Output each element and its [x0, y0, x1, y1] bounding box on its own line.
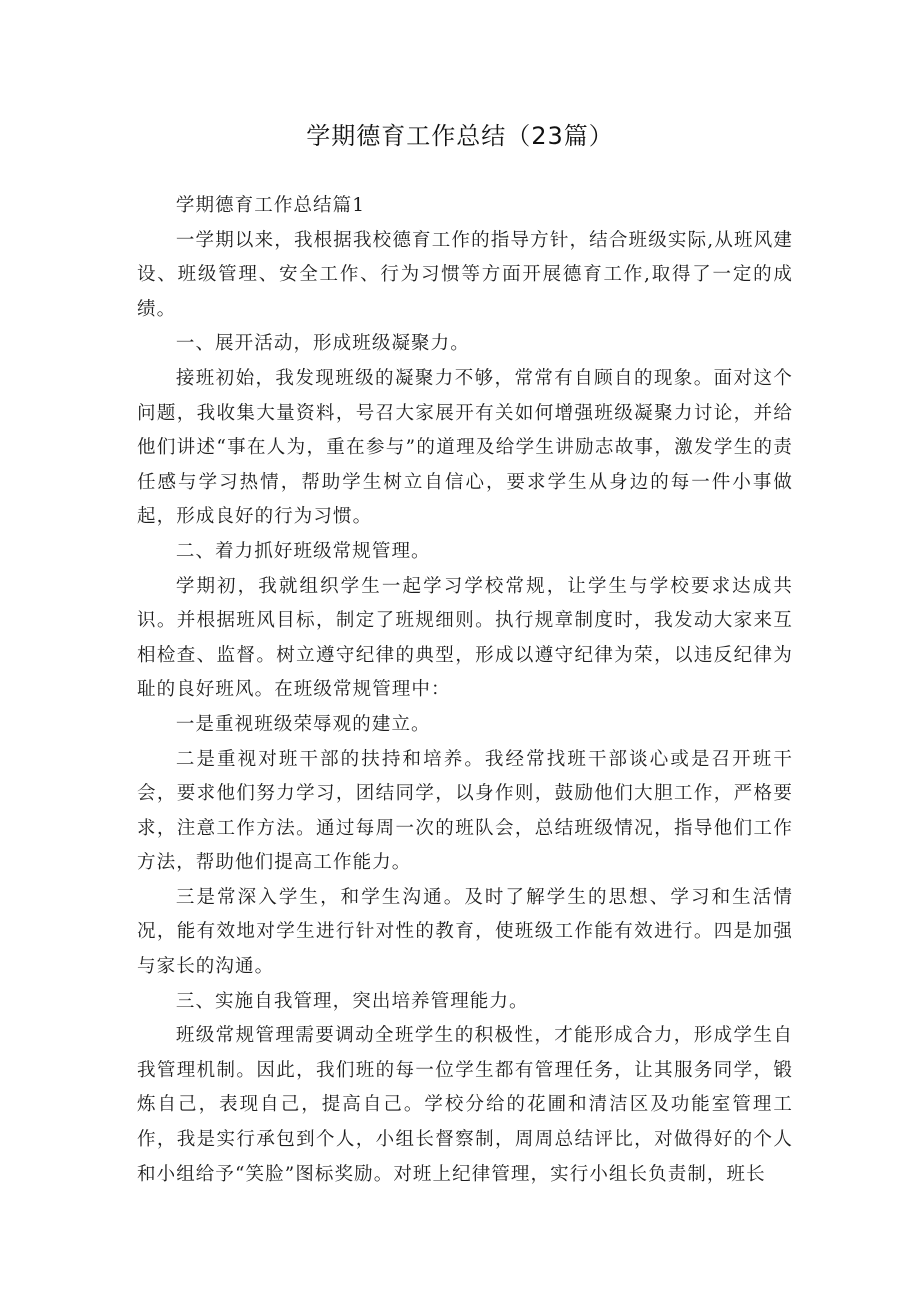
subheading: 三、实施自我管理，突出培养管理能力。: [175, 990, 529, 1012]
section-heading: 学期德育工作总结篇1: [175, 195, 366, 216]
paragraph: 一学期以来，我根据我校德育工作的指导方针，结合班级实际,从班风建设、班级管理、安全工作、行为习惯等方面开展德育工作,取得了一定的成绩。: [137, 229, 793, 320]
paragraph: 三是常深入学生，和学生沟通。及时了解学生的思想、学习和生活情况，能有效地对学生进行针对性的教育，使班级工作能有效进行。四是加强与家长的沟通。: [137, 886, 793, 978]
paragraph: 二是重视对班干部的扶持和培养。我经常找班干部谈心或是召开班干会，要求他们努力学习，团结同学，以身作则，鼓励他们大胆工作，严格要求，注意工作方法。通过每周一次的班队会，总结班级情况，指导他们工作方法，帮助他们提高工作能力。: [137, 748, 793, 874]
paragraph: 学期初，我就组织学生一起学习学校常规，让学生与学校要求达成共识。并根据班风目标，制定了班规细则。执行规章制度时，我发动大家来互相检查、监督。树立遵守纪律的典型，形成以遵守纪律为荣，以违反纪律为耻的良好班风。在班级常规管理中：: [137, 575, 793, 701]
document-body: [137, 189, 793, 1192]
document-title: 学期德育工作总结（23篇）: [306, 122, 614, 150]
paragraph: 接班初始，我发现班级的凝聚力不够，常常有自顾自的现象。面对这个问题，我收集大量资料，号召大家展开有关如何增强班级凝聚力讨论，并给他们讲述“事在人为，重在参与”的道理及给学生讲励志故事，激发学生的责任感与学习热情，帮助学生树立自信心，要求学生从身边的每一件小事做起，形成良好的行为习惯。: [137, 367, 793, 528]
subheading: 二、着力抓好班级常规管理。: [175, 540, 431, 562]
paragraph: 班级常规管理需要调动全班学生的积极性，才能形成合力，形成学生自我管理机制。因此，我们班的每一位学生都有管理任务，让其服务同学，锻炼自己，表现自己，提高自己。学校分给的花圃和清洁区及功能室管理工作，我是实行承包到个人，小组长督察制，周周总结评比，对做得好的个人和小组给予“笑脸”图标奖励。对班上纪律管理，实行小组长负责制，班长: [137, 1025, 793, 1185]
subheading: 一、展开活动，形成班级凝聚力。: [175, 333, 470, 355]
paragraph: 一是重视班级荣辱观的建立。: [175, 713, 431, 735]
